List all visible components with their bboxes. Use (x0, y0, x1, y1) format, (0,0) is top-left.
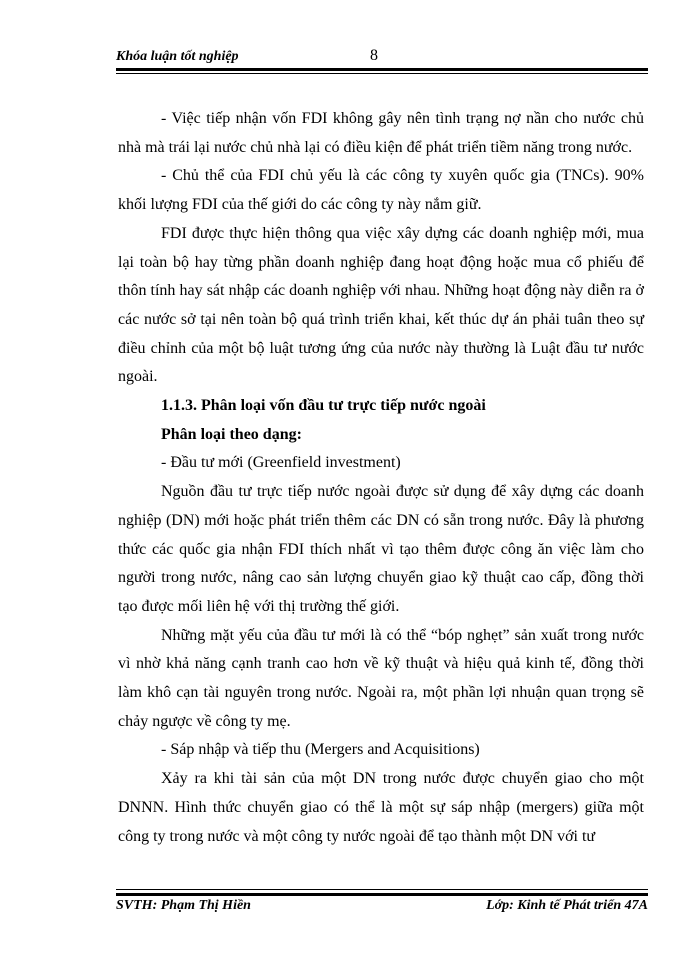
section-heading: 1.1.3. Phân loại vốn đầu tư trực tiếp nước ngoài (161, 397, 486, 415)
paragraph-fdi-implementation: FDI được thực hiện thông qua việc xây dựng các doanh nghiệp mới, mua lại toàn bộ hay từng phần doanh nghiệp đang hoạt động hoặc mua cổ phiếu để thôn tính hay sát nhập các doanh nghiệp với nhau. Những hoạt động này diễn ra ở các nước sở tại nên toàn bộ quá trình triển khai, kết thúc dự án phải tuân theo sự điều chỉnh của một bộ luật tương ứng của nước này thường là Luật đầu tư nước ngoài. (118, 224, 644, 386)
student-name: SVTH: Phạm Thị Hiền (116, 898, 251, 913)
header-rule-thick (116, 68, 648, 71)
footer-rule-thick (116, 893, 648, 896)
header-rule-thin (116, 73, 648, 74)
page-number: 8 (370, 47, 378, 64)
paragraph-greenfield-weaknesses: Những mặt yếu của đầu tư mới là có thể “bóp nghẹt” sản xuất trong nước vì nhờ khả năng cạnh tranh cao hơn về kỹ thuật và hiệu quả kinh tế, đồng thời làm khô cạn tài nguyên trong nước. Ngoài ra, một phần lợi nhuận quan trọng sẽ chảy ngược về công ty mẹ. (118, 626, 644, 730)
list-item-greenfield: - Đầu tư mới (Greenfield investment) (161, 454, 401, 472)
class-name: Lớp: Kinh tế Phát triển 47A (486, 898, 648, 913)
page-header (116, 47, 648, 69)
page-body (118, 105, 644, 851)
paragraph-mergers-description: Xảy ra khi tài sản của một DN trong nước được chuyển giao cho một DNNN. Hình thức chuyển giao có thể là một sự sáp nhập (mergers) giữa một công ty trong nước và một công ty nước ngoài để tạo thành một DN với tư (118, 770, 644, 845)
paragraph-fdi-no-debt: - Việc tiếp nhận vốn FDI không gây nên tình trạng nợ nần cho nước chủ nhà mà trái lại nước chủ nhà lại có điều kiện để phát triển tiềm năng trong nước. (118, 110, 644, 156)
list-item-mergers: - Sáp nhập và tiếp thu (Mergers and Acquisitions) (161, 741, 480, 759)
document-title: Khóa luận tốt nghiệp (116, 49, 239, 64)
footer-rule-thin (116, 889, 648, 890)
subsection-heading: Phân loại theo dạng: (161, 425, 302, 443)
paragraph-fdi-subjects: - Chủ thể của FDI chủ yếu là các công ty xuyên quốc gia (TNCs). 90% khối lượng FDI của thế giới do các công ty này nắm giữ. (118, 167, 644, 214)
page-footer (116, 898, 648, 918)
paragraph-greenfield-description: Nguồn đầu tư trực tiếp nước ngoài được sử dụng để xây dựng các doanh nghiệp (DN) mới hoặc phát triển thêm các DN có sẵn trong nước. Đây là phương thức các quốc gia nhận FDI thích nhất vì tạo thêm được công ăn việc làm cho người trong nước, nâng cao sản lượng chuyển giao kỹ thuật cao cấp, đồng thời tạo được mối liên hệ với thị trường thế giới. (118, 483, 644, 615)
